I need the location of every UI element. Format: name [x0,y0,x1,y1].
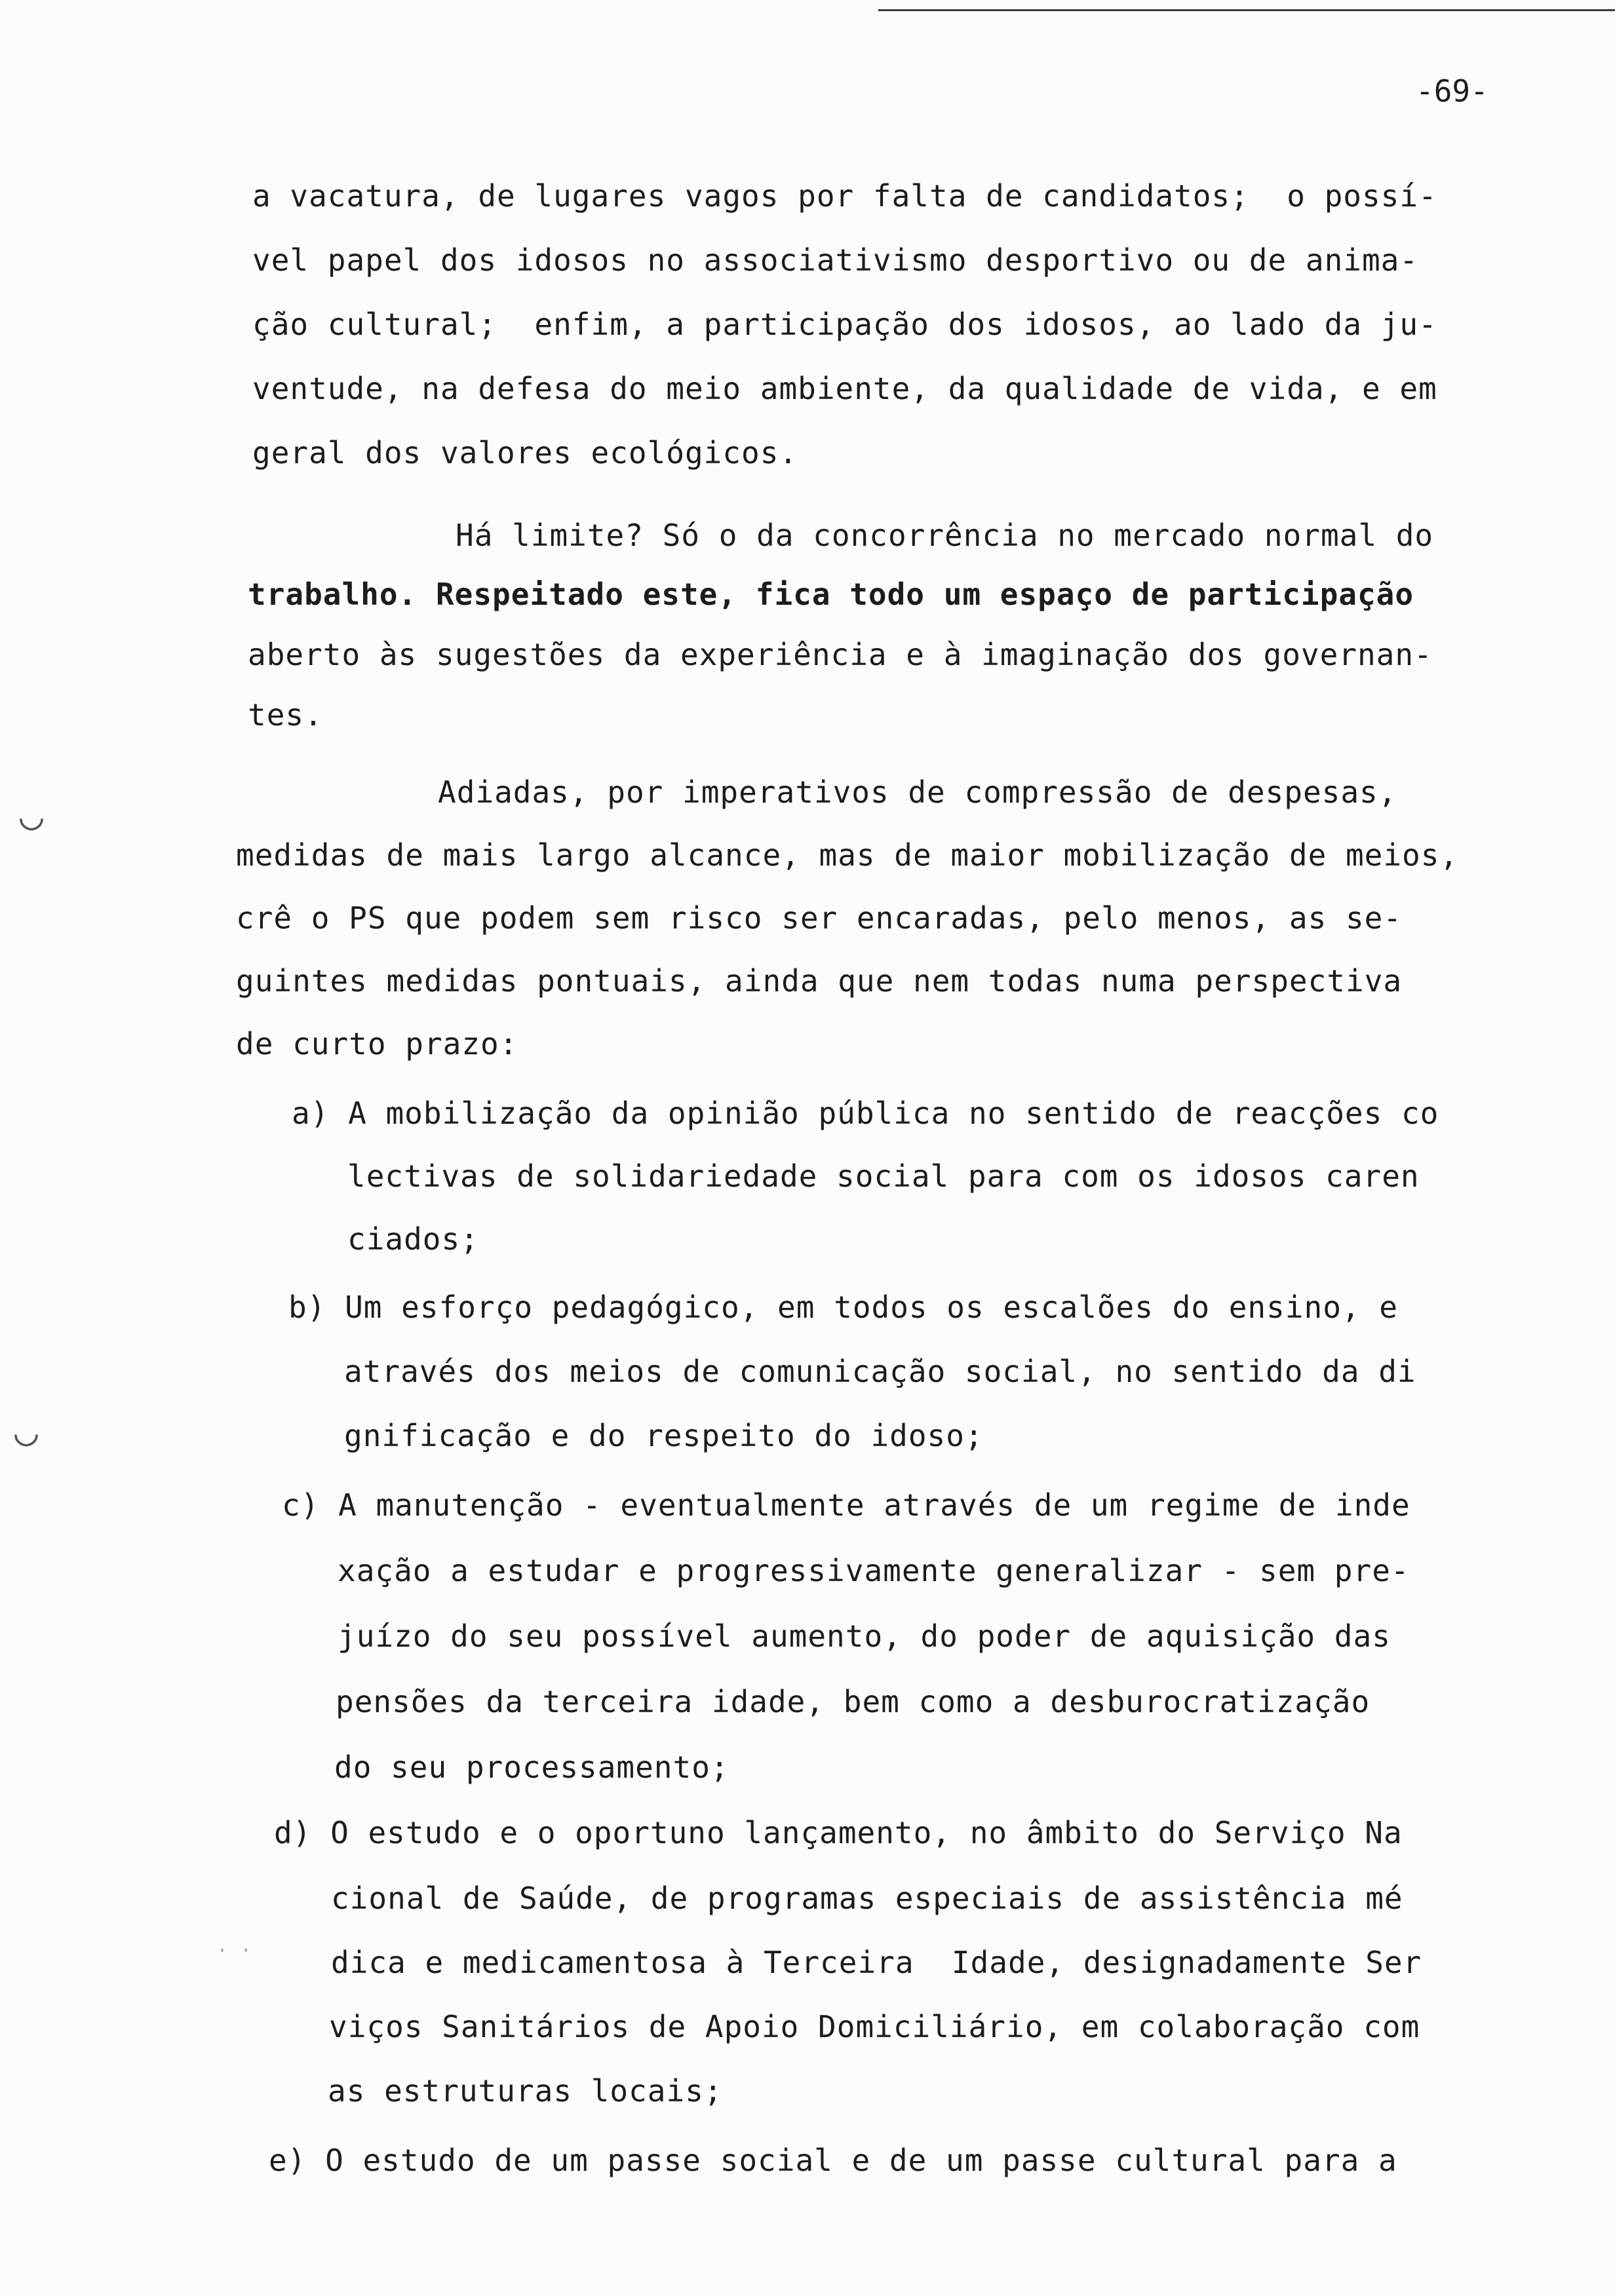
text-line: ção cultural; enfim, a participação dos idosos, ao lado da ju- [252,307,1437,342]
text-line: gnificação e do respeito do idoso; [344,1418,984,1453]
text-line: aberto às sugestões da experiência e à imaginação dos governan- [248,637,1433,672]
text-line: guintes medidas pontuais, ainda que nem todas numa perspectiva [236,963,1403,999]
list-item-d: d) O estudo e o oportuno lançamento, no âmbito do Serviço Na [274,1815,1403,1850]
text-line: geral dos valores ecológicos. [252,435,798,470]
text-line: através dos meios de comunicação social, no sentido da di [344,1354,1416,1389]
text-line: de curto prazo: [236,1026,518,1062]
text-line: medidas de mais largo alcance, mas de maior mobilização de meios, [236,837,1459,873]
list-item-b: b) Um esforço pedagógico, em todos os escalões do ensino, e [288,1290,1398,1325]
text-line: Há limite? Só o da concorrência no mercado normal do [456,518,1434,553]
text-line: xação a estudar e progressivamente generalizar - sem pre- [338,1553,1410,1588]
top-rule [878,9,1615,11]
list-item-e: e) O estudo de um passe social e de um passe cultural para a [269,2143,1397,2178]
text-line: ventude, na defesa do meio ambiente, da qualidade de vida, e em [252,371,1437,406]
page-number: -69- [1416,73,1489,109]
text-line: tes. [248,697,323,733]
text-line: dica e medicamentosa à Terceira Idade, designadamente Ser [331,1945,1422,1980]
text-line: ciados; [347,1221,479,1257]
list-item-a: a) A mobilização da opinião pública no sentido de reacções co [292,1096,1439,1131]
text-line: pensões da terceira idade, bem como a desburocratização [336,1684,1371,1719]
text-line: cional de Saúde, de programas especiais de assistência mé [331,1881,1403,1916]
text-line: a vacatura, de lugares vagos por falta de candidatos; o possí- [252,178,1437,214]
text-line: crê o PS que podem sem risco ser encaradas, pelo menos, as se- [236,900,1403,936]
text-line: vel papel dos idosos no associativismo desportivo ou de anima- [252,242,1419,278]
text-line: lectivas de solidariedade social para com os idosos caren [347,1158,1420,1194]
text-line: as estruturas locais; [328,2073,723,2109]
text-line: trabalho. Respeitado este, fica todo um espaço de participação [248,577,1414,612]
punch-hole-mark: ◡ [20,793,44,839]
punch-hole-mark: ◡ [14,1409,39,1455]
text-line: do seu processamento; [334,1750,730,1785]
list-item-c: c) A manutenção - eventualmente através de um regime de inde [282,1487,1411,1523]
text-line: juízo do seu possível aumento, do poder de aquisição das [338,1618,1391,1654]
scan-speck: · · [216,1940,252,1962]
text-line: viços Sanitários de Apoio Domiciliário, em colaboração com [329,2009,1420,2044]
text-line: Adiadas, por imperativos de compressão de despesas, [438,775,1397,810]
